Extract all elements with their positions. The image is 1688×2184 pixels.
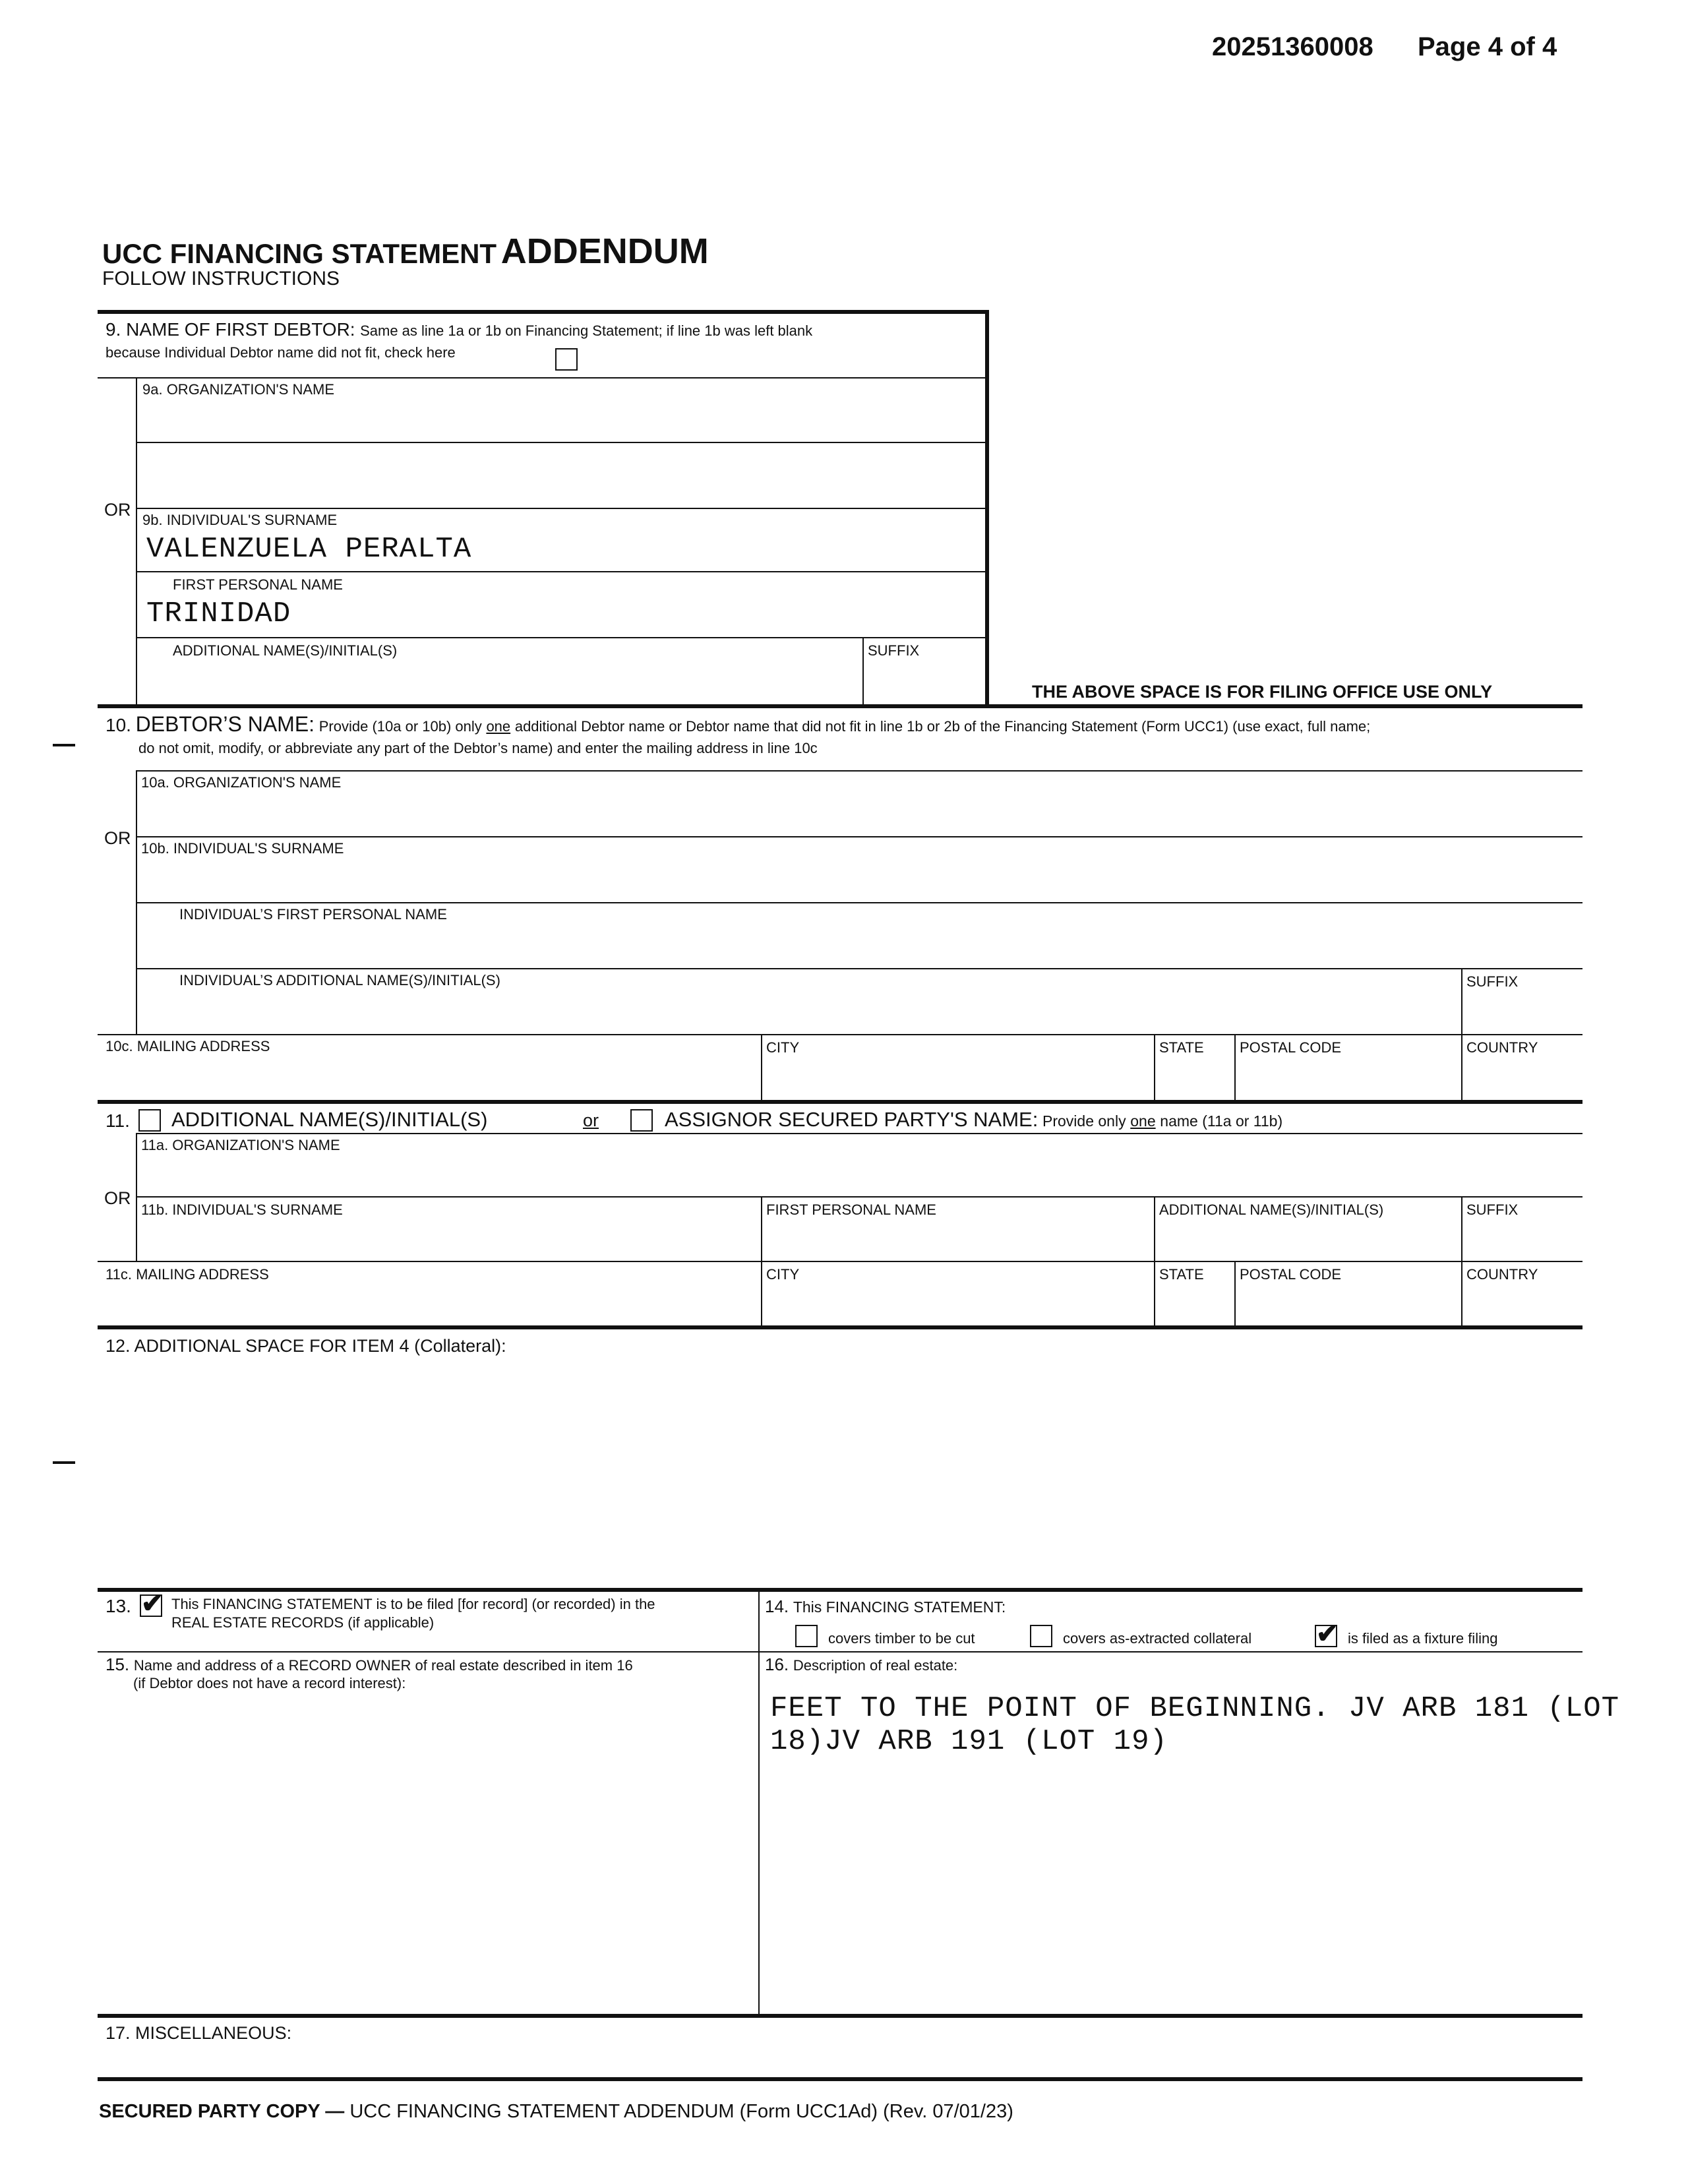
item15-top-rule (98, 1651, 1582, 1653)
item14-fixture-label: is filed as a fixture filing (1348, 1630, 1498, 1647)
item17-label: 17. MISCELLANEOUS: (106, 2023, 292, 2043)
item9-suffix-rule (862, 637, 864, 706)
form-title-main: ADDENDUM (500, 231, 709, 271)
item9-rule-2 (136, 442, 985, 443)
item9-first-value: TRINIDAD (146, 597, 291, 630)
item11-or-label: OR (104, 1188, 131, 1208)
item11b-additional-rule (1154, 1196, 1155, 1261)
item14-extracted-label: covers as-extracted collateral (1063, 1630, 1252, 1647)
item14-timber-label: covers timber to be cut (828, 1630, 975, 1647)
margin-tick-2 (53, 1461, 75, 1464)
item17-bottom-rule (98, 2077, 1582, 2081)
item11-additional-label: ADDITIONAL NAME(S)/INITIAL(S) (171, 1108, 488, 1131)
item11-assignor-heading: ASSIGNOR SECURED PARTY'S NAME: Provide only one name (11a or 11b) (665, 1108, 1283, 1131)
items-center-rule (758, 1592, 760, 2014)
item9-same-as-checkbox[interactable] (555, 348, 578, 371)
item10c-rule (98, 1034, 1582, 1035)
item13-text-line1: This FINANCING STATEMENT is to be filed [for record] (or recorded) in the (171, 1596, 655, 1612)
item11c-postal-rule (1234, 1261, 1236, 1325)
item17-top-rule (98, 2014, 1582, 2018)
item11c-rule (98, 1261, 1582, 1262)
item9b-surname-value: VALENZUELA PERALTA (146, 533, 472, 566)
item9-top-rule (98, 310, 989, 314)
item11-additional-name-label: ADDITIONAL NAME(S)/INITIAL(S) (1159, 1201, 1384, 1218)
item10a-label: 10a. ORGANIZATION'S NAME (141, 774, 342, 791)
item14-fixture-checkbox[interactable] (1315, 1620, 1339, 1649)
item12-top-rule (98, 1325, 1582, 1329)
item9-heading-note2: because Individual Debtor name did not fit, check here (106, 344, 456, 361)
item10c-state-label: STATE (1159, 1039, 1204, 1056)
item9-suffix-label: SUFFIX (868, 642, 920, 659)
item10c-country-label: COUNTRY (1466, 1039, 1538, 1056)
filing-office-note: THE ABOVE SPACE IS FOR FILING OFFICE USE ONLY (1032, 682, 1493, 702)
item10c-label: 10c. MAILING ADDRESS (106, 1038, 270, 1054)
item10c-city-rule (761, 1034, 762, 1100)
item10c-country-rule (1461, 1034, 1462, 1100)
item10-top-rule (98, 704, 1582, 708)
item10-suffix-label: SUFFIX (1466, 973, 1519, 990)
item10-heading: 10. DEBTOR’S NAME: Provide (10a or 10b) only one additional Debtor name or Debtor name that did not fit in line 1b or 2b of the Financing Statement (Form UCC1) (use exact, full name; (106, 712, 1371, 736)
item9-additional-label: ADDITIONAL NAME(S)/INITIAL(S) (173, 642, 398, 659)
item11a-label: 11a. ORGANIZATION'S NAME (141, 1137, 340, 1153)
item10-note-line2: do not omit, modify, or abbreviate any part of the Debtor’s name) and enter the mailing address in line 10c (138, 740, 818, 756)
item11c-city-label: CITY (766, 1266, 800, 1283)
page-indicator: Page 4 of 4 (1418, 32, 1557, 61)
item11-additional-checkbox[interactable] (138, 1109, 161, 1132)
item14-extracted-checkbox[interactable] (1030, 1625, 1052, 1647)
item10-rule-1 (136, 770, 1582, 772)
follow-instructions: FOLLOW INSTRUCTIONS (102, 268, 340, 289)
item16-description-line2: 18)JV ARB 191 (LOT 19) (770, 1725, 1168, 1758)
footer-text (99, 2101, 1013, 2123)
item10c-city-label: CITY (766, 1039, 800, 1056)
item9-rule-1 (98, 377, 985, 379)
item9-rule-4 (136, 571, 985, 572)
item13-num: 13. (106, 1596, 131, 1616)
item10b-label: 10b. INDIVIDUAL'S SURNAME (141, 840, 344, 857)
item11b-label: 11b. INDIVIDUAL'S SURNAME (141, 1201, 343, 1218)
form-title-prefix: UCC FINANCING STATEMENT (102, 238, 497, 269)
item13-real-estate-checkbox[interactable] (140, 1589, 164, 1618)
item11-rule-2 (136, 1196, 1582, 1198)
item11-num: 11. (106, 1110, 130, 1131)
item11-assignor-checkbox[interactable] (630, 1109, 653, 1132)
item11c-city-rule (761, 1261, 762, 1325)
item9-rule-3 (136, 508, 985, 509)
item11b-suffix-rule (1461, 1196, 1462, 1261)
item11-suffix-label: SUFFIX (1466, 1201, 1519, 1218)
item9-right-rule (985, 310, 989, 706)
item14-fixture-check-mark: ✔ (1316, 1620, 1339, 1649)
item9-left-rule (136, 377, 137, 704)
item11c-state-label: STATE (1159, 1266, 1204, 1283)
item10-rule-4 (136, 968, 1582, 969)
item10-or: OR (104, 828, 131, 848)
item9-or: OR (104, 500, 131, 520)
item14-timber-checkbox[interactable] (795, 1625, 818, 1647)
item11-top-rule (98, 1100, 1582, 1104)
item10-first-label: INDIVIDUAL’S FIRST PERSONAL NAME (179, 906, 447, 923)
item13-text-line2: REAL ESTATE RECORDS (if applicable) (171, 1614, 435, 1631)
item9-heading: 9. NAME OF FIRST DEBTOR: Same as line 1a or 1b on Financing Statement; if line 1b was left blank (106, 319, 813, 340)
item10c-postal-label: POSTAL CODE (1240, 1039, 1342, 1056)
margin-tick-1 (53, 744, 75, 746)
item13-check-mark: ✔ (141, 1589, 164, 1618)
item14-heading: 14. This FINANCING STATEMENT: (765, 1596, 1006, 1616)
item10-rule-3 (136, 902, 1582, 903)
item11c-country-rule (1461, 1261, 1462, 1325)
item10-additional-label: INDIVIDUAL’S ADDITIONAL NAME(S)/INITIAL(S) (179, 972, 500, 988)
item11-rule-1 (136, 1133, 1582, 1134)
item12-label: 12. ADDITIONAL SPACE FOR ITEM 4 (Collateral): (106, 1336, 506, 1356)
item15-text-line2: (if Debtor does not have a record interest): (133, 1675, 406, 1691)
item9a-label: 9a. ORGANIZATION'S NAME (142, 381, 335, 398)
footer-copy-label: SECURED PARTY COPY — (99, 2101, 345, 2122)
item11-first-label: FIRST PERSONAL NAME (766, 1201, 936, 1218)
item16-heading: 16. Description of real estate: (765, 1654, 958, 1674)
item9-rule-5 (136, 637, 985, 638)
item10c-state-rule (1154, 1034, 1155, 1100)
footer-form-name: UCC FINANCING STATEMENT ADDENDUM (Form UCC1Ad) (Rev. 07/01/23) (349, 2101, 1013, 2122)
item13-top-rule (98, 1588, 1582, 1592)
item11c-country-label: COUNTRY (1466, 1266, 1538, 1283)
item10-rule-2 (136, 836, 1582, 837)
item10c-postal-rule (1234, 1034, 1236, 1100)
item9-first-label: FIRST PERSONAL NAME (173, 576, 343, 593)
item11b-first-rule (761, 1196, 762, 1261)
item11c-label: 11c. MAILING ADDRESS (106, 1266, 269, 1283)
item15-heading: 15. Name and address of a RECORD OWNER of real estate described in item 16 (106, 1654, 633, 1674)
item9b-label: 9b. INDIVIDUAL'S SURNAME (142, 512, 338, 528)
file-number: 20251360008 (1212, 32, 1373, 61)
form-title (102, 231, 709, 272)
item16-description-line1: FEET TO THE POINT OF BEGINNING. JV ARB 181 (LOT (770, 1692, 1620, 1725)
item11-or: or (583, 1110, 599, 1130)
item11c-postal-label: POSTAL CODE (1240, 1266, 1342, 1283)
item11c-state-rule (1154, 1261, 1155, 1325)
item10-suffix-rule (1461, 968, 1462, 1034)
